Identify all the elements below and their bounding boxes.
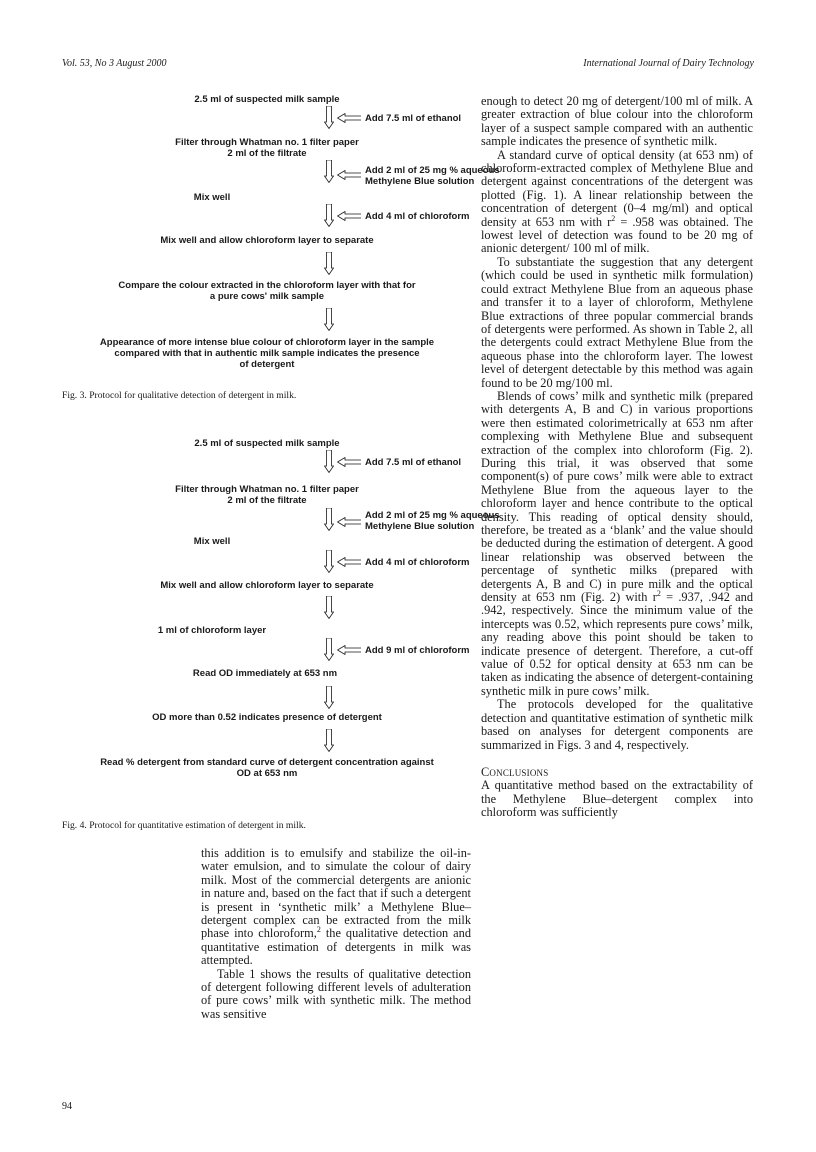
down-arrow-icon [324, 106, 334, 129]
down-arrow-icon [324, 252, 334, 275]
running-header-right: International Journal of Dairy Technology [583, 58, 754, 69]
left-column-text [201, 847, 471, 1021]
down-arrow-icon [324, 160, 334, 183]
down-arrow-icon [324, 638, 334, 661]
fig3-step-filtrate: 2 ml of the filtrate [227, 148, 307, 159]
fig4-step-separate: Mix well and allow chloroform layer to separate [160, 580, 374, 591]
left-arrow-icon [337, 517, 361, 527]
fig3-step-filter: Filter through Whatman no. 1 filter paper [175, 137, 359, 148]
paragraph: A quantitative method based on the extractability of the Methylene Blue–detergent complex into chloroform was sufficiently [481, 778, 753, 820]
fig3-step-compare-2: a pure cows' milk sample [209, 291, 325, 302]
page-number: 94 [62, 1101, 72, 1112]
paragraph: this addition is to emulsify and stabilize the oil-in-water emulsion, and to simulate the colour of dairy milk. Most of the commercial detergents are anionic in nature and, based on the fact that if such a detergent is present in ‘synthetic milk’ a Methylene Blue–detergent complex can be extracted from the milk phase into chloroform,$^2$ the qualitative detection and quantitative estimation of detergents in milk was attempted. [201, 846, 471, 968]
left-arrow-icon [337, 557, 361, 567]
running-header-left: Vol. 53, No 3 August 2000 [62, 58, 167, 69]
paragraph: A standard curve of optical density (at 653 nm) of chloroform-extracted complex of Methylene Blue and detergent against concentrations of the detergent was plotted (Fig. 1). A linear relationship between the concentration of detergent (0–4 mg/ml) and optical density at 653 nm with $r^2 = .958$ was obtained. The lowest level of detection was found to be 20 mg of anionic detergent/ 100 ml of milk. [481, 147, 753, 256]
left-arrow-icon [337, 113, 361, 123]
fig4-step-sample: 2.5 ml of suspected milk sample [194, 438, 340, 449]
figure-3-flowchart: 2.5 ml of suspected milk sample Add 7.5 ml of ethanol Filter through Whatman no. 1 filter paper 2 ml of the filtrate Add 2 ml of 25 mg % aqueous Methylene Blue solution Mix well Add 4 ml of chloroform Mix well and allow chloroform layer to separate Compare the colour extracted in the chloroform layer with that for a pure cows' milk sample Appearance of more intense blue colour of chloroform layer in the sample compared with that in authentic milk sample indicates the presence of detergent [62, 94, 472, 360]
fig3-step-result-3: of detergent [239, 359, 295, 370]
fig3-step-result-2: compared with that in authentic milk sample indicates the presence [114, 348, 420, 359]
right-column-text [481, 95, 753, 820]
fig4-step-filtrate: 2 ml of the filtrate [227, 495, 307, 506]
down-arrow-icon [324, 686, 334, 709]
down-arrow-icon [324, 308, 334, 331]
down-arrow-icon [324, 729, 334, 752]
left-arrow-icon [337, 170, 361, 180]
paragraph: enough to detect 20 mg of detergent/100 ml of milk. A greater extraction of blue colour into the chloroform layer of a suspect sample compared with an authentic sample indicates the presence of synthetic milk. [481, 94, 753, 149]
paragraph: Table 1 shows the results of qualitative detection of detergent following different levels of adulteration of pure cows’ milk with synthetic milk. The method was sensitive [201, 966, 471, 1021]
fig4-step-read-percent-2: OD at 653 nm [236, 768, 298, 779]
fig4-step-layer: 1 ml of chloroform layer [157, 625, 267, 636]
left-arrow-icon [337, 457, 361, 467]
fig3-step-mix: Mix well [193, 192, 231, 203]
fig3-step-compare: Compare the colour extracted in the chloroform layer with that for [118, 280, 416, 291]
fig4-step-read-percent: Read % detergent from standard curve of detergent concentration against [100, 757, 434, 768]
fig4-step-read-od: Read OD immediately at 653 nm [192, 668, 338, 679]
figure-4-flowchart: 2.5 ml of suspected milk sample Add 7.5 ml of ethanol Filter through Whatman no. 1 filter paper 2 ml of the filtrate Add 2 ml of 25 mg % aqueous Methylene Blue solution Mix well Add 4 ml of chloroform Mix well and allow chloroform layer to separate 1 ml of chloroform layer Add 9 ml of chloroform Read OD immediately at 653 nm OD more than 0.52 indicates presence of detergent Read % detergent from standard curve of detergent concentration against OD at 653 nm [62, 438, 472, 788]
left-arrow-icon [337, 211, 361, 221]
paragraph: Blends of cows’ milk and synthetic milk (prepared with detergents A, B and C) in various proportions were then estimated colorimetrically at 653 nm after complexing with Methylene Blue and subsequent extraction of the complex into chloroform (Fig. 2). During this trial, it was observed that some component(s) of pure cows’ milk were able to extract Methylene Blue from the aqueous layer to the chloroform layer and hence contribute to the optical density. This reading of optical density should, therefore, be treated as a ‘blank’ and the value should be deducted during the estimation of detergent. A good linear relationship was observed between the percentage of synthetic milks (prepared with detergents A, B and C) in pure milk and the optical density at 653 nm (Fig. 2) with $r^2 = .937$, .942 and .942, respectively. Since the minimum value of the intercepts was 0.52, which represents pure cows’ milk, any reading above this point should be taken to indicate presence of detergent. Therefore, a cut-off value of 0.52 for optical density at 653 nm can be taken as indicating the absence of detergent-containing synthetic milk in pure cows’ milk. [481, 388, 753, 698]
down-arrow-icon [324, 596, 334, 619]
down-arrow-icon [324, 508, 334, 531]
fig3-step-result: Appearance of more intense blue colour of chloroform layer in the sample [99, 337, 435, 348]
left-arrow-icon [337, 645, 361, 655]
fig3-step-sample: 2.5 ml of suspected milk sample [194, 94, 340, 105]
paragraph: The protocols developed for the qualitative detection and quantitative estimation of synthetic milk based on analyses for detergent components are summarized in Figs. 3 and 4, respectively. [481, 697, 753, 752]
fig4-step-threshold: OD more than 0.52 indicates presence of detergent [152, 712, 382, 723]
down-arrow-icon [324, 204, 334, 227]
down-arrow-icon [324, 450, 334, 473]
fig4-step-mix: Mix well [193, 536, 231, 547]
down-arrow-icon [324, 550, 334, 573]
figure-3-caption: Fig. 3. Protocol for qualitative detection of detergent in milk. [62, 390, 297, 401]
fig3-step-separate: Mix well and allow chloroform layer to separate [160, 235, 374, 246]
fig4-step-filter: Filter through Whatman no. 1 filter paper [175, 484, 359, 495]
paragraph: To substantiate the suggestion that any detergent (which could be used in synthetic milk formulation) could extract Methylene Blue from an aqueous phase and transfer it to a layer of chloroform, Methylene Blue extractions of three popular commercial brands of detergents were performed. As shown in Table 2, all the detergents could extract Methylene Blue from the aqueous phase into the chloroform layer. The lowest level of detergent detectable by this method was again found to be 20 mg/100 ml. [481, 254, 753, 390]
section-heading: Conclusions [481, 764, 549, 779]
figure-4-caption: Fig. 4. Protocol for quantitative estimation of detergent in milk. [62, 820, 306, 831]
